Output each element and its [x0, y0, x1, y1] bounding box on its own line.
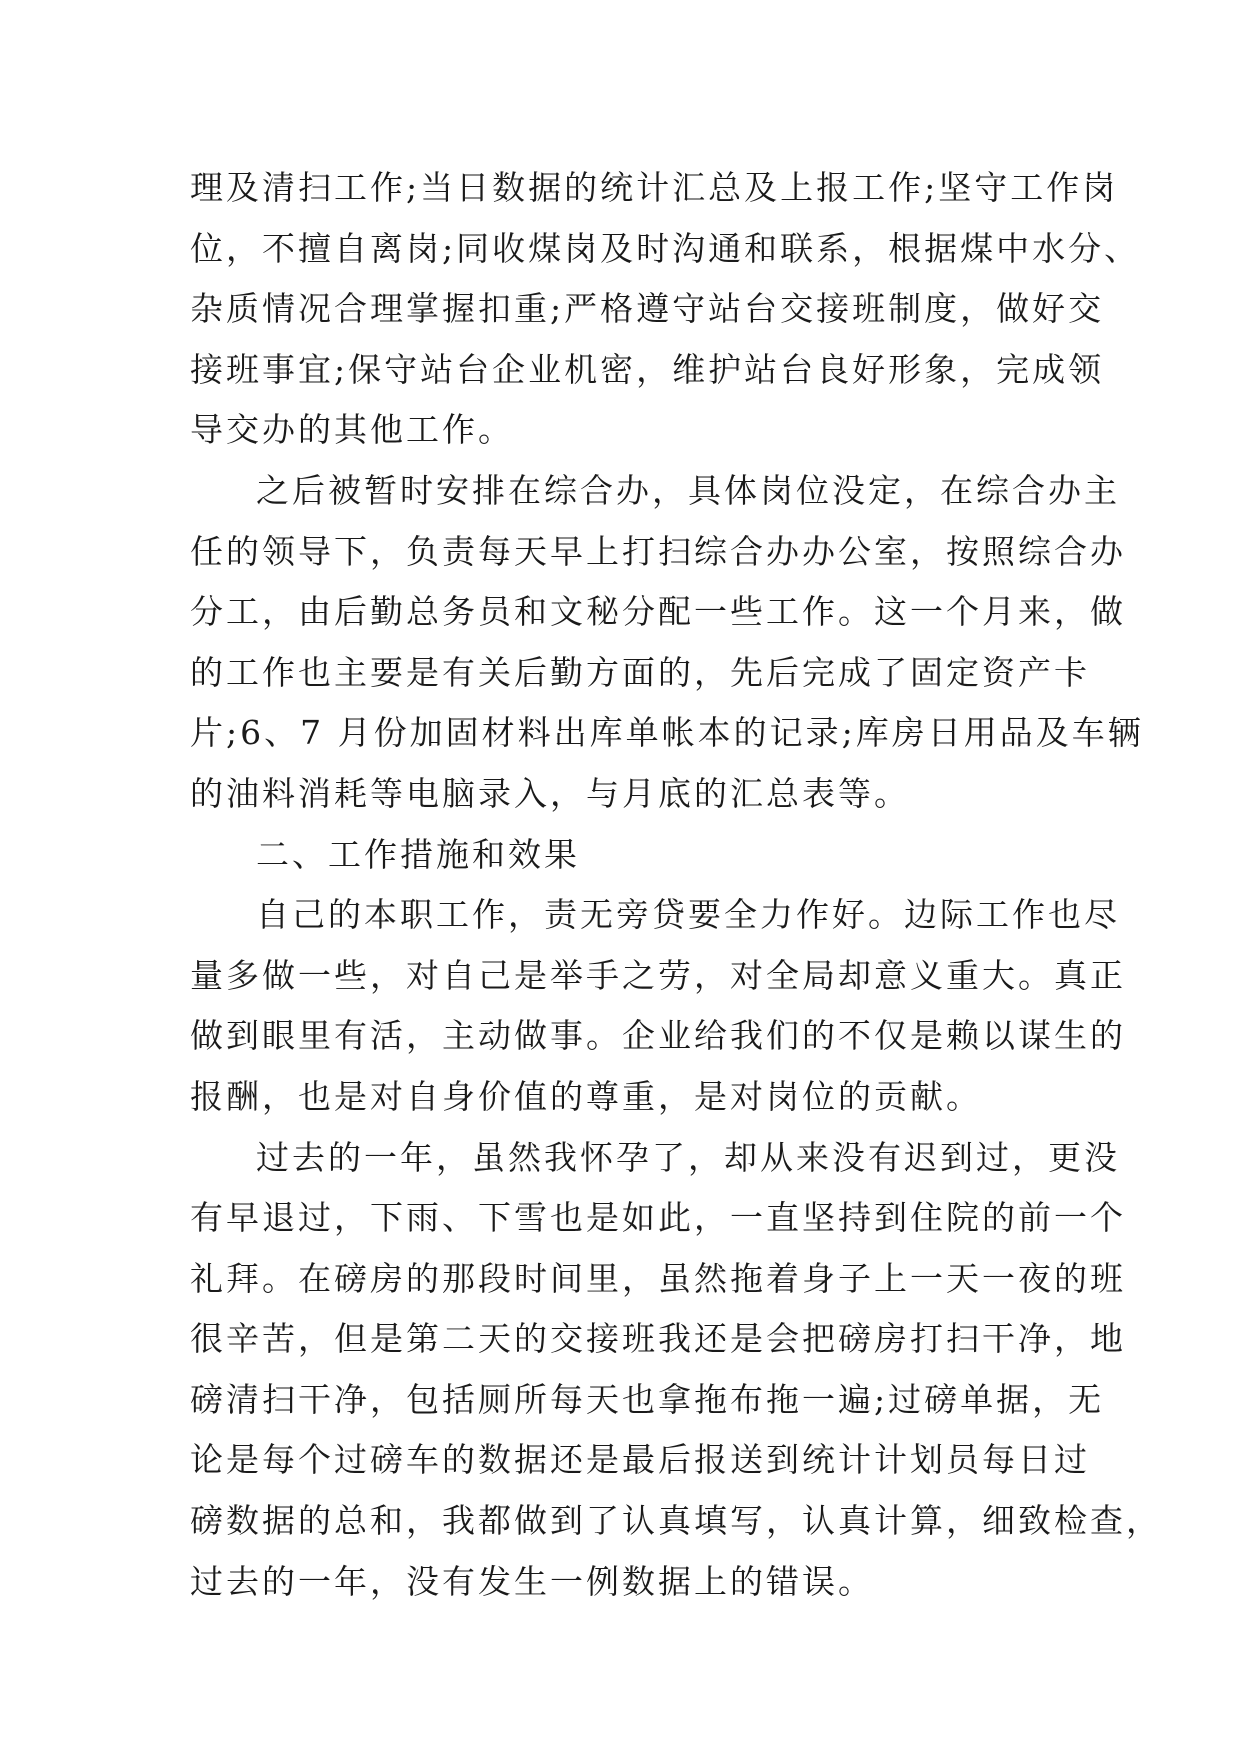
- text-line: 任的领导下，负责每天早上打扫综合办办公室，按照综合办: [190, 531, 1126, 571]
- text-line: 磅数据的总和，我都做到了认真填写，认真计算，细致检查，: [190, 1501, 1162, 1541]
- text-line: 杂质情况合理掌握扣重;严格遵守站台交接班制度，做好交: [190, 289, 1105, 329]
- text-line: 论是每个过磅车的数据还是最后报送到统计计划员每日过: [190, 1440, 1090, 1480]
- text-line: 理及清扫工作;当日数据的统计汇总及上报工作;坚守工作岗: [190, 168, 1119, 207]
- document-body: [190, 158, 1162, 1612]
- text-line: 的工作也主要是有关后勤方面的，先后完成了固定资产卡: [190, 652, 1090, 692]
- paragraph-first-line: 过去的一年，虽然我怀孕了，却从来没有迟到过，更没: [256, 1137, 1120, 1177]
- text-line: 量多做一些，对自己是举手之劳，对全局却意义重大。真正: [190, 955, 1126, 995]
- text-line: 片;6、7 月份加固材料出库单帐本的记录;库房日用品及车辆: [190, 713, 1144, 753]
- text-line: 很辛苦，但是第二天的交接班我还是会把磅房打扫干净，地: [190, 1319, 1126, 1359]
- text-line: 磅清扫干净，包括厕所每天也拿拖布拖一遍;过磅单据，无: [190, 1379, 1105, 1419]
- paragraph-first-line: 自己的本职工作，责无旁贷要全力作好。边际工作也尽: [256, 895, 1120, 935]
- text-line: 接班事宜;保守站台企业机密，维护站台良好形象，完成领: [190, 349, 1105, 389]
- paragraph-first-line: 之后被暂时安排在综合办，具体岗位没定，在综合办主: [256, 470, 1120, 510]
- text-line: 位，不擅自离岗;同收煤岗及时沟通和联系，根据煤中水分、: [190, 228, 1141, 268]
- text-line: 的油料消耗等电脑录入，与月底的汇总表等。: [190, 773, 910, 813]
- text-line: 导交办的其他工作。: [190, 410, 514, 450]
- section-heading: 二、工作措施和效果: [256, 834, 580, 874]
- text-line: 分工，由后勤总务员和文秘分配一些工作。这一个月来，做: [190, 592, 1126, 632]
- text-line: 过去的一年，没有发生一例数据上的错误。: [190, 1561, 874, 1601]
- text-line: 礼拜。在磅房的那段时间里，虽然拖着身子上一天一夜的班: [190, 1258, 1126, 1298]
- text-line: 有早退过，下雨、下雪也是如此，一直坚持到住院的前一个: [190, 1198, 1126, 1238]
- text-line: 做到眼里有活，主动做事。企业给我们的不仅是赖以谋生的: [190, 1016, 1126, 1056]
- text-line: 报酬，也是对自身价值的尊重，是对岗位的贡献。: [190, 1076, 982, 1116]
